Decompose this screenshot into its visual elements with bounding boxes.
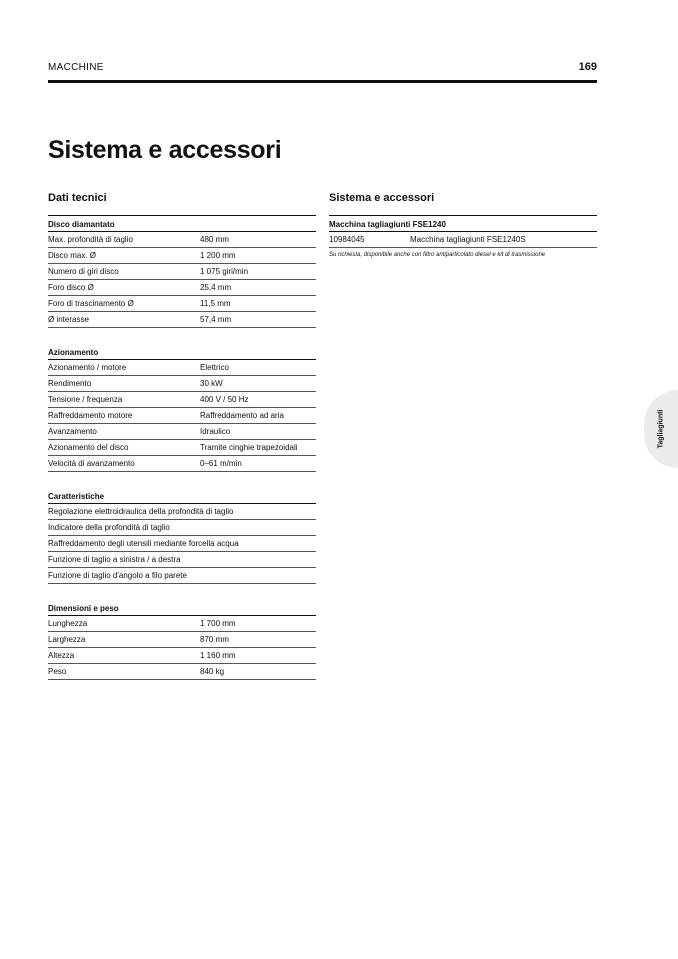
side-tab-label: Tagliagiunti [657, 409, 665, 449]
spec-row [48, 440, 316, 456]
spec-row [48, 376, 316, 392]
spec-row [48, 536, 316, 552]
spec-row [48, 296, 316, 312]
spec-group-title: Caratteristiche [48, 488, 316, 504]
spec-label: Raffreddamento degli utensili mediante forcella acqua [48, 539, 239, 548]
spec-value: 30 kW [200, 379, 223, 388]
spec-groups [48, 216, 316, 680]
spec-row [48, 632, 316, 648]
spec-label: Indicatore della profondità di taglio [48, 523, 170, 532]
spec-label: Funzione di taglio d'angolo a filo parete [48, 571, 187, 580]
spec-row [48, 248, 316, 264]
spec-value: 1 075 giri/min [200, 267, 249, 276]
spec-row [48, 664, 316, 680]
spec-label: Peso [48, 667, 67, 676]
accessori-section [329, 192, 597, 258]
spec-row [48, 264, 316, 280]
accessori-row [329, 232, 597, 248]
spec-value: 840 kg [200, 667, 225, 676]
spec-label: Disco max. Ø [48, 251, 97, 260]
dati-tecnici-heading: Dati tecnici [48, 192, 316, 216]
page-header [48, 60, 597, 83]
spec-row [48, 360, 316, 376]
spec-group [48, 488, 316, 584]
section-label: MACCHINE [48, 62, 104, 73]
spec-value: 0–61 m/min [200, 459, 242, 468]
spec-group [48, 344, 316, 472]
spec-value: Raffreddamento ad aria [200, 411, 284, 420]
spec-row [48, 392, 316, 408]
spec-group-title: Dimensioni e peso [48, 600, 316, 616]
spec-row [48, 424, 316, 440]
spec-row [48, 568, 316, 584]
spec-row [48, 456, 316, 472]
accessori-note: Su richiesta, disponibile anche con filtro antiparticolato diesel e kit di trasmissione [329, 252, 546, 258]
accessori-heading: Sistema e accessori [329, 192, 597, 216]
spec-row [48, 648, 316, 664]
spec-label: Altezza [48, 651, 75, 660]
spec-value: 480 mm [200, 235, 229, 244]
dati-tecnici-section [48, 192, 316, 680]
spec-row [48, 616, 316, 632]
spec-label: Foro di trascinamento Ø [48, 299, 134, 308]
spec-row [48, 232, 316, 248]
spec-value: 870 mm [200, 635, 229, 644]
spec-label: Avanzamento [48, 427, 97, 436]
spec-label: Azionamento del disco [48, 443, 129, 452]
spec-value: 1 700 mm [200, 619, 236, 628]
spec-group [48, 600, 316, 680]
spec-label: Funzione di taglio a sinistra / a destra [48, 555, 181, 564]
spec-value: Idraulico [200, 427, 231, 436]
spec-value: 57,4 mm [200, 315, 232, 324]
spec-value: Tramite cinghie trapezoidali [200, 443, 298, 452]
spec-group-title: Azionamento [48, 344, 316, 360]
spec-value: Elettrico [200, 363, 229, 372]
spec-row [48, 408, 316, 424]
accessori-rows [329, 232, 597, 248]
spec-label: Lunghezza [48, 619, 88, 628]
spec-label: Numero di giri disco [48, 267, 119, 276]
spec-value: 11,5 mm [200, 299, 231, 308]
spec-label: Velocità di avanzamento [48, 459, 135, 468]
article-code: 10984045 [329, 235, 365, 244]
accessori-group-title: Macchina tagliagiunti FSE1240 [329, 216, 597, 232]
spec-row [48, 312, 316, 328]
spec-value: 400 V / 50 Hz [200, 395, 249, 404]
spec-value: 25,4 mm [200, 283, 232, 292]
spec-row [48, 552, 316, 568]
spec-label: Max. profondità di taglio [48, 235, 133, 244]
spec-label: Tensione / frequenza [48, 395, 123, 404]
spec-group [48, 216, 316, 328]
spec-label: Regolazione elettroidraulica della profondità di taglio [48, 507, 234, 516]
spec-value: 1 160 mm [200, 651, 236, 660]
spec-row [48, 520, 316, 536]
page-number: 169 [578, 61, 597, 73]
spec-label: Azionamento / motore [48, 363, 127, 372]
spec-label: Foro disco Ø [48, 283, 94, 292]
article-description: Macchina tagliagiunti FSE1240S [410, 235, 526, 244]
side-tab[interactable] [644, 390, 678, 468]
spec-value: 1 200 mm [200, 251, 236, 260]
spec-row [48, 280, 316, 296]
spec-group-title: Disco diamantato [48, 216, 316, 232]
spec-row [48, 504, 316, 520]
spec-label: Larghezza [48, 635, 86, 644]
spec-label: Ø interasse [48, 315, 89, 324]
spec-label: Raffreddamento motore [48, 411, 133, 420]
spec-label: Rendimento [48, 379, 92, 388]
page-title: Sistema e accessori [48, 136, 282, 164]
